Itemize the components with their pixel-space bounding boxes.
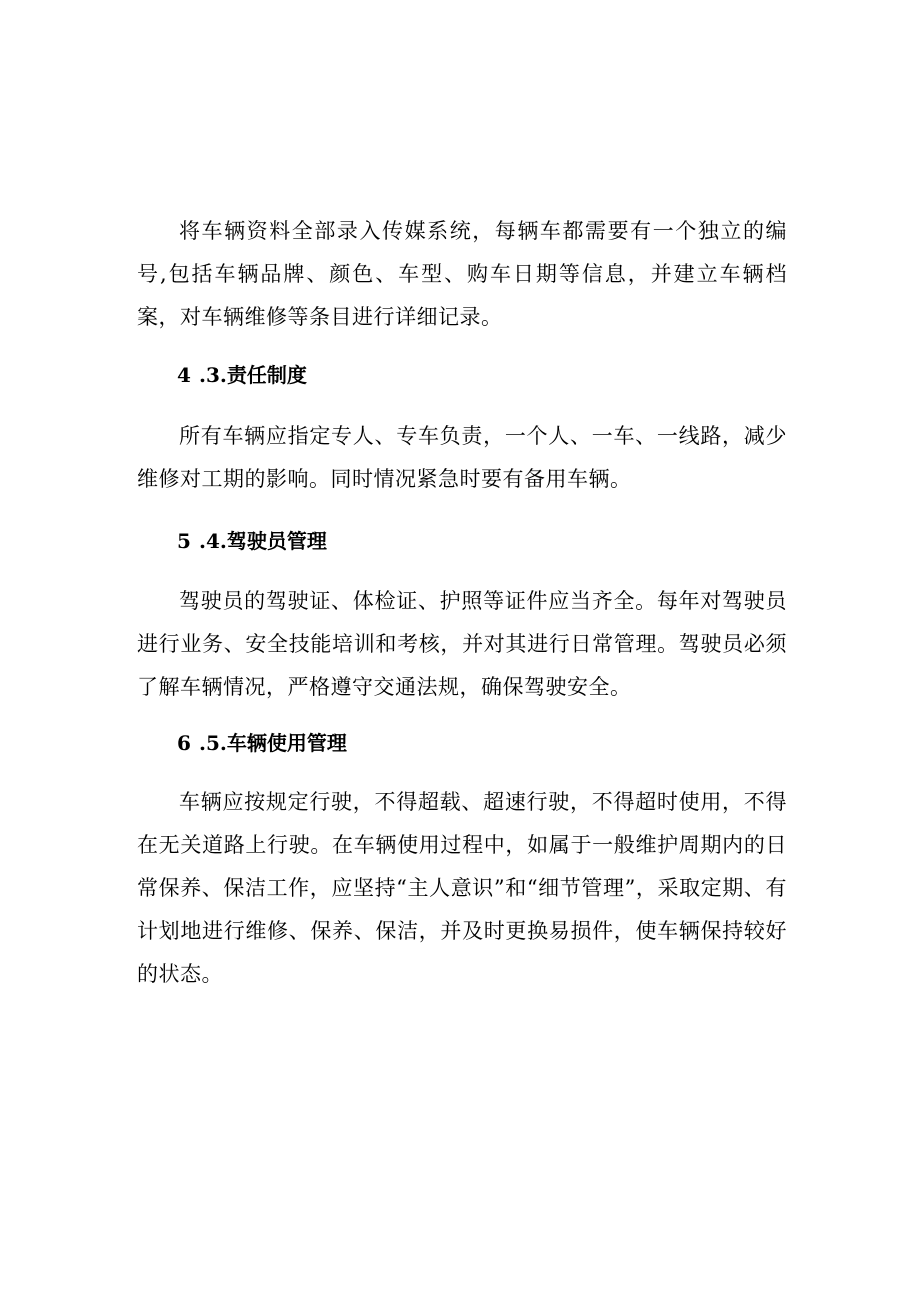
section-number: 6 [177,731,191,755]
section-number: 5 [177,529,191,553]
section-title: .4.驾驶员管理 [199,529,327,553]
section-heading-driver-management [177,526,327,556]
paragraph-responsibility: 所有车辆应指定专人、专车负责，一个人、一车、一线路，减少维修对工期的影响。同时情况紧急时要有备用车辆。 [137,424,787,491]
paragraph-vehicle-records: 将车辆资料全部录入传媒系统，每辆车都需要有一个独立的编号,包括车辆品牌、颜色、车型、购车日期等信息，并建立车辆档案，对车辆维修等条目进行详细记录。 [137,219,787,329]
section-number: 4 [177,363,191,387]
section-title: .5.车辆使用管理 [199,731,347,755]
paragraph-driver-management: 驾驶员的驾驶证、体检证、护照等证件应当齐全。每年对驾驶员进行业务、安全技能培训和考核，并对其进行日常管理。驾驶员必须了解车辆情况，严格遵守交通法规，确保驾驶安全。 [137,589,787,699]
section-heading-responsibility [177,360,307,390]
section-heading-vehicle-usage [177,728,347,758]
paragraph-vehicle-usage: 车辆应按规定行驶，不得超载、超速行驶，不得超时使用，不得在无关道路上行驶。在车辆使用过程中，如属于一般维护周期内的日常保养、保洁工作，应坚持“主人意识”和“细节管理”，采取定期、有计划地进行维修、保养、保洁，并及时更换易损件，使车辆保持较好的状态。 [137,790,787,986]
section-title: .3.责任制度 [199,363,307,387]
